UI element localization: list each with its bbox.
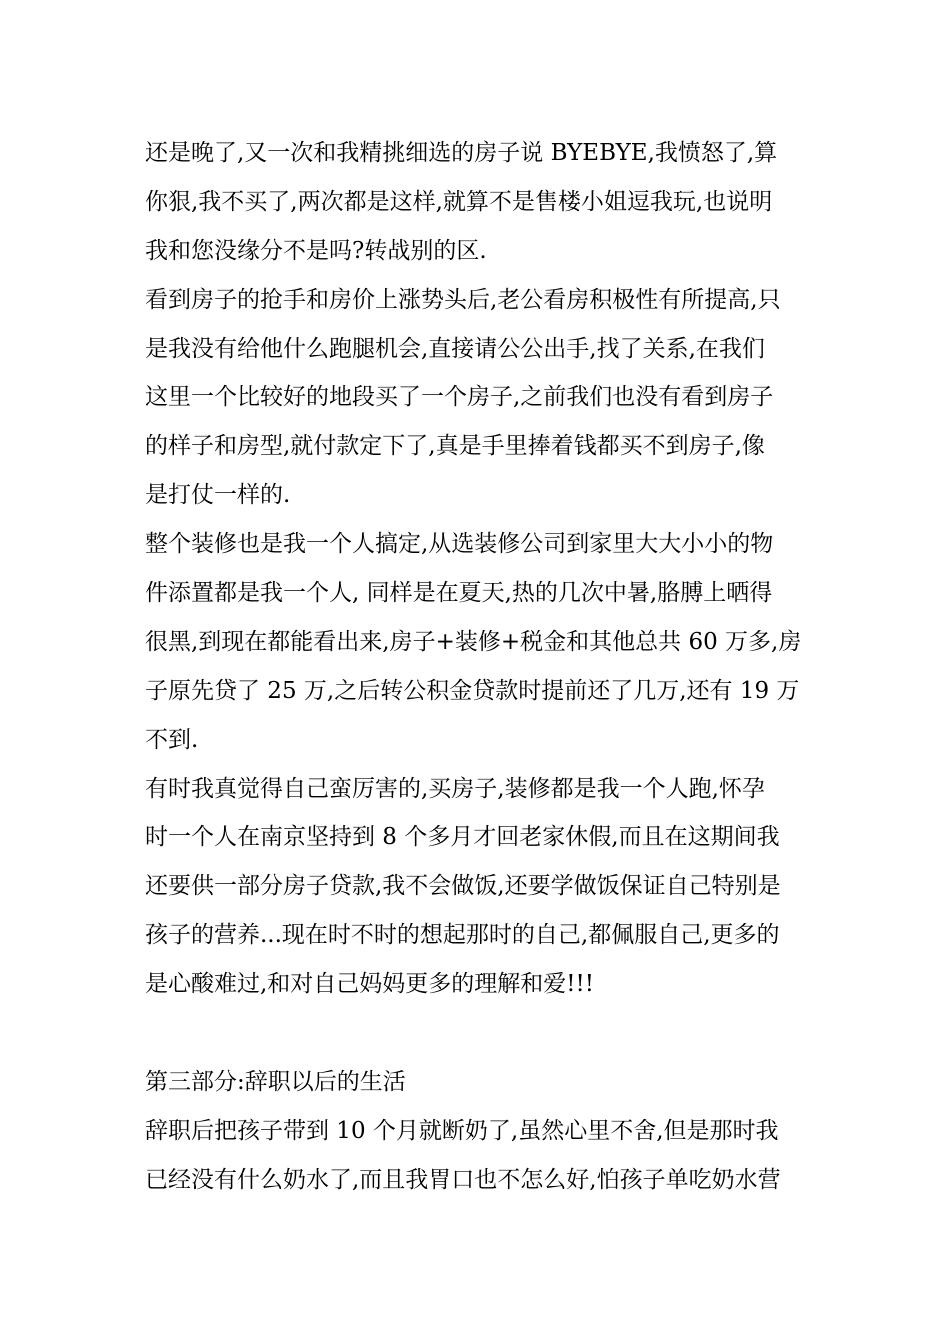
text-line: 这里一个比较好的地段买了一个房子,之前我们也没有看到房子 (145, 384, 774, 411)
text-line: 整个装修也是我一个人搞定,从选装修公司到家里大大小小的物 (145, 531, 774, 558)
blank-line (145, 1009, 810, 1058)
section-heading: 第三部分:辞职以后的生活 (145, 1068, 406, 1095)
text-line: 子原先贷了 25 万,之后转公积金贷款时提前还了几万,还有 19 万 (145, 677, 800, 704)
text-line: 孩子的营养...现在时不时的想起那时的自己,都佩服自己,更多的 (145, 922, 780, 949)
text-line: 有时我真觉得自己蛮厉害的,买房子,装修都是我一个人跑,怀孕 (145, 775, 765, 802)
paragraph-5 (145, 1107, 810, 1205)
text-line: 很黑,到现在都能看出来,房子+装修+税金和其他总共 60 万多,房 (145, 628, 802, 655)
text-line: 是心酸难过,和对自己妈妈更多的理解和爱!!! (145, 971, 595, 998)
text-line: 辞职后把孩子带到 10 个月就断奶了,虽然心里不舍,但是那时我 (145, 1117, 779, 1144)
document-body (145, 129, 810, 1205)
paragraph-1 (145, 129, 810, 276)
text-line: 你狠,我不买了,两次都是这样,就算不是售楼小姐逗我玩,也说明 (145, 188, 773, 215)
paragraph-3 (145, 520, 810, 764)
text-line: 不到. (145, 726, 199, 753)
text-line: 已经没有什么奶水了,而且我胃口也不怎么好,怕孩子单吃奶水营 (145, 1166, 781, 1193)
paragraph-2 (145, 276, 810, 520)
text-line: 还是晚了,又一次和我精挑细选的房子说 BYEBYE,我愤怒了,算 (145, 140, 778, 166)
text-line: 还要供一部分房子贷款,我不会做饭,还要学做饭保证自己特别是 (145, 873, 781, 900)
text-line: 看到房子的抢手和房价上涨势头后,老公看房积极性有所提高,只 (145, 286, 781, 313)
text-line: 的样子和房型,就付款定下了,真是手里捧着钱都买不到房子,像 (145, 433, 765, 460)
text-line: 我和您没缘分不是吗?转战别的区. (145, 237, 487, 264)
paragraph-4 (145, 765, 810, 1009)
text-line: 是我没有给他什么跑腿机会,直接请公公出手,找了关系,在我们 (145, 335, 765, 362)
text-line: 是打仗一样的. (145, 482, 291, 509)
text-line: 件添置都是我一个人, 同样是在夏天,热的几次中暑,胳膊上晒得 (145, 580, 773, 607)
text-line: 时一个人在南京坚持到 8 个多月才回老家休假,而且在这期间我 (145, 824, 780, 851)
